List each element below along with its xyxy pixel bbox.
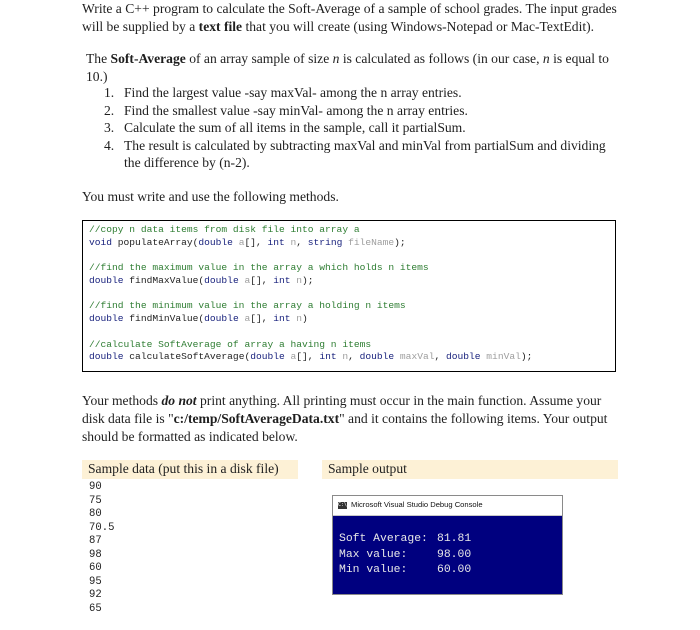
intro-line-2a: will be supplied by a xyxy=(82,19,199,34)
output-text-f: " and it contains the following items. Your output xyxy=(339,411,608,426)
sample-output-header xyxy=(322,460,618,479)
output-emphasis: do not xyxy=(161,393,197,408)
output-text-a: Your methods xyxy=(82,393,162,408)
code-type: int xyxy=(319,351,337,363)
definition-n-1: n xyxy=(332,51,340,66)
code-type: int xyxy=(273,312,291,324)
sample-value: 80 xyxy=(89,508,102,520)
code-type: double xyxy=(198,236,233,248)
code-punct: [], xyxy=(250,274,274,286)
output-text-d: disk data file is " xyxy=(82,411,174,426)
code-function: populateArray( xyxy=(112,236,199,248)
code-keyword: void xyxy=(89,236,113,248)
code-punct: [], xyxy=(244,236,268,248)
code-type: double xyxy=(250,351,285,363)
code-param: n xyxy=(336,351,349,363)
code-punct: ); xyxy=(394,236,406,248)
code-param: a xyxy=(232,236,245,248)
code-param: maxVal xyxy=(394,351,435,363)
code-signature-findmax xyxy=(89,275,609,288)
code-comment: //find the minimum value in the array a holding n items xyxy=(89,300,406,312)
console-app-icon: C:\ xyxy=(338,502,348,508)
code-type: double xyxy=(89,351,124,363)
step-text: The result is calculated by subtracting maxVal and minVal from partialSum and dividing the difference by (n-2). xyxy=(124,137,606,170)
code-comment: //find the maximum value in the array a which holds n items xyxy=(89,262,429,274)
code-type: string xyxy=(307,236,343,248)
code-type: double xyxy=(359,351,395,363)
code-comment: //calculate SoftAverage of array a having n items xyxy=(89,338,372,350)
output-paragraph xyxy=(82,392,622,446)
step-item xyxy=(104,119,624,137)
console-label: Max value: xyxy=(339,548,408,561)
definition-text-g: is equal to 10.) xyxy=(86,51,609,84)
code-param: a xyxy=(238,312,251,324)
console-title-bar xyxy=(333,496,562,516)
code-function: calculateSoftAverage( xyxy=(123,351,251,363)
code-box xyxy=(82,220,616,372)
definition-paragraph xyxy=(86,50,626,86)
step-number: 2. xyxy=(104,102,115,118)
sample-value: 60 xyxy=(89,562,102,574)
code-punct: ); xyxy=(302,274,314,286)
code-punct: , xyxy=(296,236,308,248)
step-number: 4. xyxy=(104,137,115,153)
sample-data-header xyxy=(82,460,298,479)
sample-value: 65 xyxy=(89,602,102,615)
code-param: minVal xyxy=(480,351,521,363)
file-path: c:/temp/SoftAverageData.txt xyxy=(173,411,340,426)
code-punct: [], xyxy=(296,351,320,363)
code-punct: [], xyxy=(250,312,274,324)
sample-value: 87 xyxy=(89,535,102,547)
debug-console-window xyxy=(332,495,563,595)
step-text: Find the smallest value -say minVal- among the n array entries. xyxy=(124,102,468,118)
definition-term: Soft-Average xyxy=(110,51,186,66)
console-value: 81.81 xyxy=(437,533,472,545)
console-title: Microsoft Visual Studio Debug Console xyxy=(351,500,483,509)
code-function: findMaxValue( xyxy=(123,274,205,286)
intro-line-1: Write a C++ program to calculate the Soft-Average of a sample of school grades. The input grades xyxy=(82,1,617,16)
code-spacer xyxy=(89,287,609,300)
sample-value: 98 xyxy=(89,548,102,561)
intro-line-2c: that you will create (using Windows-Notepad or Mac-TextEdit). xyxy=(242,19,595,34)
code-signature-softavg xyxy=(89,351,609,364)
output-text-c: print anything. All printing must occur in the main function. Assume your xyxy=(196,393,602,408)
code-signature-findmin xyxy=(89,313,609,326)
definition-text-a: The xyxy=(86,51,111,66)
step-text: Find the largest value -say maxVal- among the n array entries. xyxy=(124,85,462,100)
console-value: 98.00 xyxy=(437,548,472,561)
code-type: int xyxy=(267,236,285,248)
step-item xyxy=(104,84,624,102)
code-param: n xyxy=(284,236,297,248)
definition-text-e: is calculated as follows (in our case, xyxy=(339,51,543,66)
sample-value: 90 xyxy=(89,481,102,493)
methods-intro: You must write and use the following methods. xyxy=(82,189,339,204)
code-type: double xyxy=(446,351,481,363)
sample-value: 92 xyxy=(89,589,102,601)
code-punct: , xyxy=(348,351,360,363)
code-type: int xyxy=(273,274,291,286)
sample-value: 70.5 xyxy=(89,521,115,534)
sample-value: 95 xyxy=(89,575,102,588)
code-type: double xyxy=(89,274,124,286)
intro-text-file: text file xyxy=(198,19,243,34)
step-number: 3. xyxy=(104,120,115,135)
console-line xyxy=(339,532,471,548)
console-label: Min value: xyxy=(339,564,408,576)
console-value: 60.00 xyxy=(437,564,472,576)
code-comment: //copy n data items from disk file into array a xyxy=(89,224,360,235)
intro-paragraph xyxy=(82,0,622,36)
sample-data-heading: Sample data (put this in a disk file) xyxy=(88,461,279,476)
definition-n-2: n xyxy=(542,51,550,66)
code-punct: , xyxy=(434,351,446,363)
console-output xyxy=(339,532,471,579)
console-label: Soft Average: xyxy=(339,533,428,545)
sample-data-list xyxy=(89,481,114,616)
code-type: double xyxy=(204,312,239,324)
sample-output-heading: Sample output xyxy=(328,461,407,476)
definition-text-c: of an array sample of size xyxy=(185,51,333,66)
code-param: n xyxy=(290,312,303,324)
code-type: double xyxy=(89,312,124,324)
code-param: fileName xyxy=(342,236,395,248)
output-text-g: should be formatted as indicated below. xyxy=(82,429,298,444)
step-number: 1. xyxy=(104,85,115,100)
code-param: n xyxy=(290,274,303,286)
steps-list xyxy=(104,84,624,172)
step-item xyxy=(104,102,624,120)
code-function: findMinValue( xyxy=(123,312,205,324)
sample-value: 75 xyxy=(89,494,102,507)
code-param: a xyxy=(284,351,297,363)
code-param: a xyxy=(238,274,251,286)
console-line xyxy=(339,563,471,579)
code-spacer xyxy=(89,326,609,339)
code-type: double xyxy=(204,274,239,286)
code-punct: ) xyxy=(302,312,308,324)
code-punct: ); xyxy=(520,351,533,363)
console-line xyxy=(339,548,471,564)
code-spacer xyxy=(89,249,609,262)
step-text: Calculate the sum of all items in the sample, call it partialSum. xyxy=(124,120,466,135)
code-signature-populate xyxy=(89,237,609,250)
step-item xyxy=(104,137,624,172)
